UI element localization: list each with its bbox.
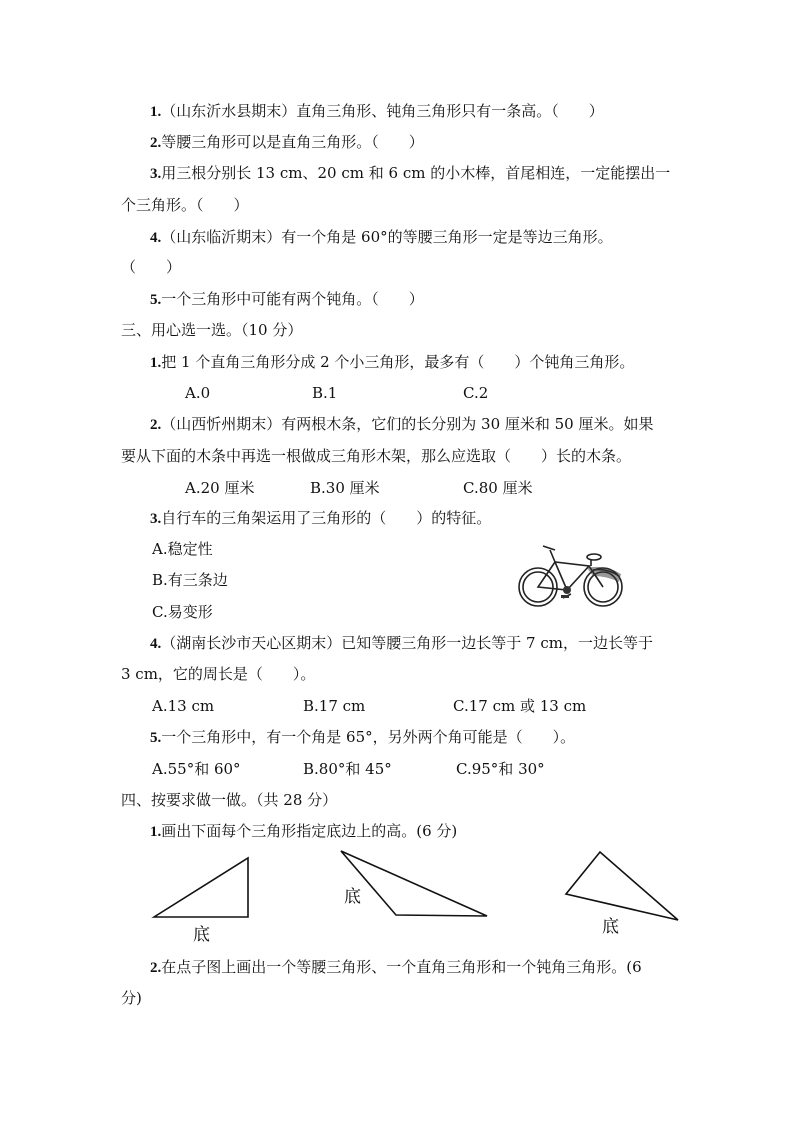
judge-q4 bbox=[150, 227, 613, 248]
choice-q2 bbox=[150, 414, 654, 435]
base-label-3: 底 bbox=[602, 917, 619, 937]
triangle-acute bbox=[566, 852, 678, 920]
question-number: 1. bbox=[150, 104, 162, 120]
question-text: 自行车的三角架运用了三角形的（ ）的特征。 bbox=[161, 509, 492, 527]
choice-q2-continued: 要从下面的木条中再选一根做成三角形木架，那么应选取（ ）长的木条。 bbox=[121, 447, 632, 465]
question-number: 3. bbox=[150, 166, 162, 182]
triangle-obtuse bbox=[341, 851, 487, 916]
option-b: B.1 bbox=[312, 384, 338, 402]
question-text: （湖南长沙市天心区期末）已知等腰三角形一边长等于 7 cm，一边长等于 bbox=[161, 634, 653, 652]
option-b: B.有三条边 bbox=[152, 571, 228, 589]
question-number: 5. bbox=[150, 292, 162, 308]
choice-q5 bbox=[150, 727, 575, 748]
option-c: C.17 cm 或 13 cm bbox=[453, 697, 587, 715]
option-a: A.55°和 60° bbox=[152, 760, 241, 778]
judge-q4-continued: （ ） bbox=[121, 258, 182, 276]
question-number: 3. bbox=[150, 511, 162, 527]
question-text: （山东沂水县期末）直角三角形、钝角三角形只有一条高。（ ） bbox=[161, 102, 604, 120]
question-number: 1. bbox=[150, 824, 162, 840]
judge-q1 bbox=[150, 101, 604, 122]
section-4-title: 四、按要求做一做。（共 28 分） bbox=[121, 791, 338, 809]
question-text: 用三根分别长 13 cm、20 cm 和 6 cm 的小木棒，首尾相连，一定能摆出一 bbox=[161, 164, 671, 182]
choice-q1 bbox=[150, 352, 634, 373]
section-3-title: 三、用心选一选。（10 分） bbox=[121, 321, 303, 339]
option-a: A.20 厘米 bbox=[185, 479, 255, 497]
option-c: C.95°和 30° bbox=[456, 760, 545, 778]
question-number: 2. bbox=[150, 960, 162, 976]
question-number: 4. bbox=[150, 230, 162, 246]
task-q1 bbox=[150, 821, 457, 842]
question-number: 4. bbox=[150, 636, 162, 652]
option-a: A.0 bbox=[185, 384, 211, 402]
judge-q2 bbox=[150, 132, 424, 153]
question-text: （山东临沂期末）有一个角是 60°的等腰三角形一定是等边三角形。 bbox=[161, 228, 613, 246]
triangle-right bbox=[154, 858, 248, 917]
option-b: B.30 厘米 bbox=[310, 479, 380, 497]
question-number: 1. bbox=[150, 355, 162, 371]
judge-q3-continued: 个三角形。（ ） bbox=[121, 196, 249, 214]
task-q2-continued: 分) bbox=[121, 989, 142, 1007]
judge-q3 bbox=[150, 163, 670, 184]
option-a: A.13 cm bbox=[152, 697, 215, 715]
question-text: 一个三角形中，有一个角是 65°，另外两个角可能是（ ）。 bbox=[161, 728, 576, 746]
base-label-2: 底 bbox=[344, 887, 361, 907]
option-a: A.稳定性 bbox=[152, 540, 213, 558]
question-number: 2. bbox=[150, 135, 162, 151]
bicycle-illustration bbox=[515, 540, 625, 612]
question-text: 等腰三角形可以是直角三角形。（ ） bbox=[161, 133, 424, 151]
choice-q4-continued: 3 cm，它的周长是（ ）。 bbox=[121, 665, 316, 683]
option-c: C.80 厘米 bbox=[463, 479, 533, 497]
question-text: 在点子图上画出一个等腰三角形、一个直角三角形和一个钝角三角形。(6 bbox=[161, 958, 642, 976]
choice-q4 bbox=[150, 633, 653, 654]
question-number: 2. bbox=[150, 417, 162, 433]
question-text: 画出下面每个三角形指定底边上的高。(6 分) bbox=[161, 822, 458, 840]
question-text: （山西忻州期末）有两根木条，它们的长分别为 30 厘米和 50 厘米。如果 bbox=[161, 415, 654, 433]
option-c: C.易变形 bbox=[152, 603, 213, 621]
base-label-1: 底 bbox=[193, 925, 210, 945]
task-q2 bbox=[150, 957, 642, 978]
option-b: B.17 cm bbox=[303, 697, 366, 715]
question-text: 把 1 个直角三角形分成 2 个小三角形，最多有（ ）个钝角三角形。 bbox=[161, 353, 635, 371]
judge-q5 bbox=[150, 289, 424, 310]
question-text: 一个三角形中可能有两个钝角。（ ） bbox=[161, 290, 424, 308]
question-number: 5. bbox=[150, 730, 162, 746]
choice-q3 bbox=[150, 508, 491, 529]
option-c: C.2 bbox=[463, 384, 489, 402]
option-b: B.80°和 45° bbox=[303, 760, 392, 778]
